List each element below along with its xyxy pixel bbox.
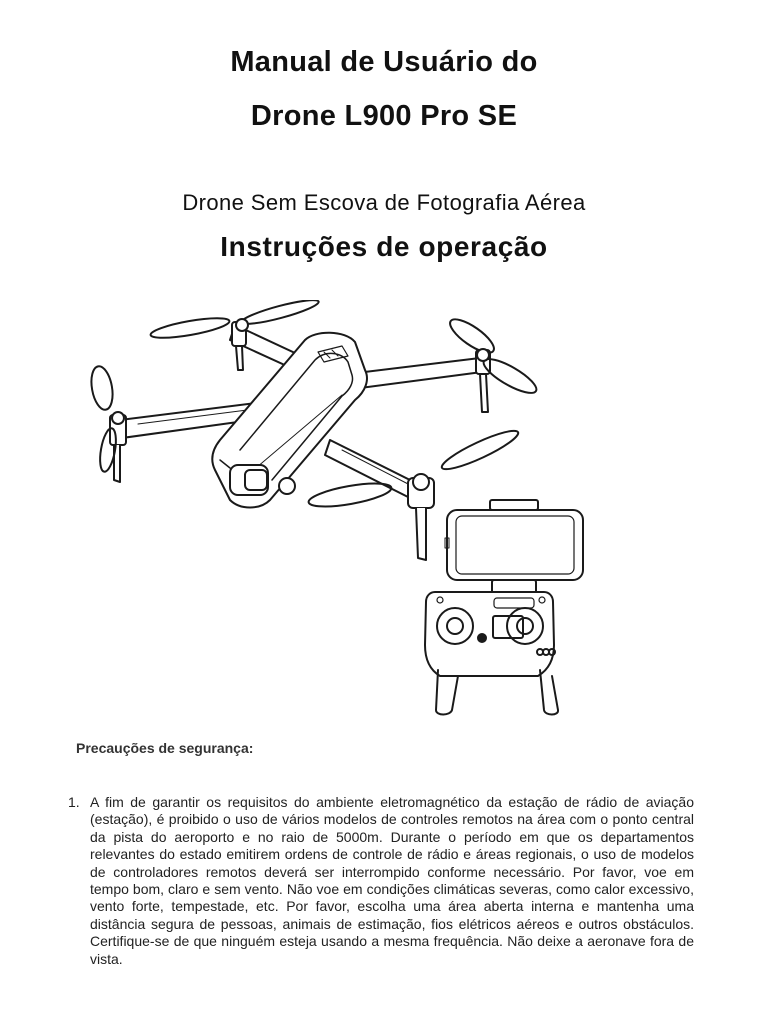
- operation-instructions-heading: Instruções de operação: [220, 231, 548, 262]
- safety-list-item: [68, 794, 694, 968]
- product-illustration: [80, 300, 620, 720]
- document-title-line-2: Drone L900 Pro SE: [250, 100, 518, 132]
- document-subtitle: Drone Sem Escova de Fotografia Aérea: [182, 190, 586, 215]
- document-title-line-1: Manual de Usuário do: [230, 46, 538, 78]
- remote-controller-drawing: [425, 500, 583, 715]
- list-item-number: 1.: [68, 794, 80, 810]
- list-item-text: A fim de garantir os requisitos do ambiente eletromagnético da estação de rádio de aviação (estação), é proibido o uso de vários modelos de controles remotos na área com o ponto central da pista do aeroporto e no raio de 5000m. Durante o período em que os departamentos relevantes do estado emitirem ordens de controle de rádio e áreas regionais, o uso de modelos de controladores remotos deverá ser interrompido conforme necessário. Por favor, voe em tempo bom, claro e sem vento. Não voe em condições climáticas severas, como calor excessivo, vento forte, tempestade, etc. Por favor, escolha uma área aberta interna e mantenha uma distância segura de pessoas, animais de estimação, fios elétricos aéreos e outros obstáculos. Certifique-se de que ninguém esteja usando a mesma frequência. Não deixe a aeronave fora de vista.: [90, 794, 694, 967]
- safety-precautions-title: Precauções de segurança:: [76, 740, 254, 756]
